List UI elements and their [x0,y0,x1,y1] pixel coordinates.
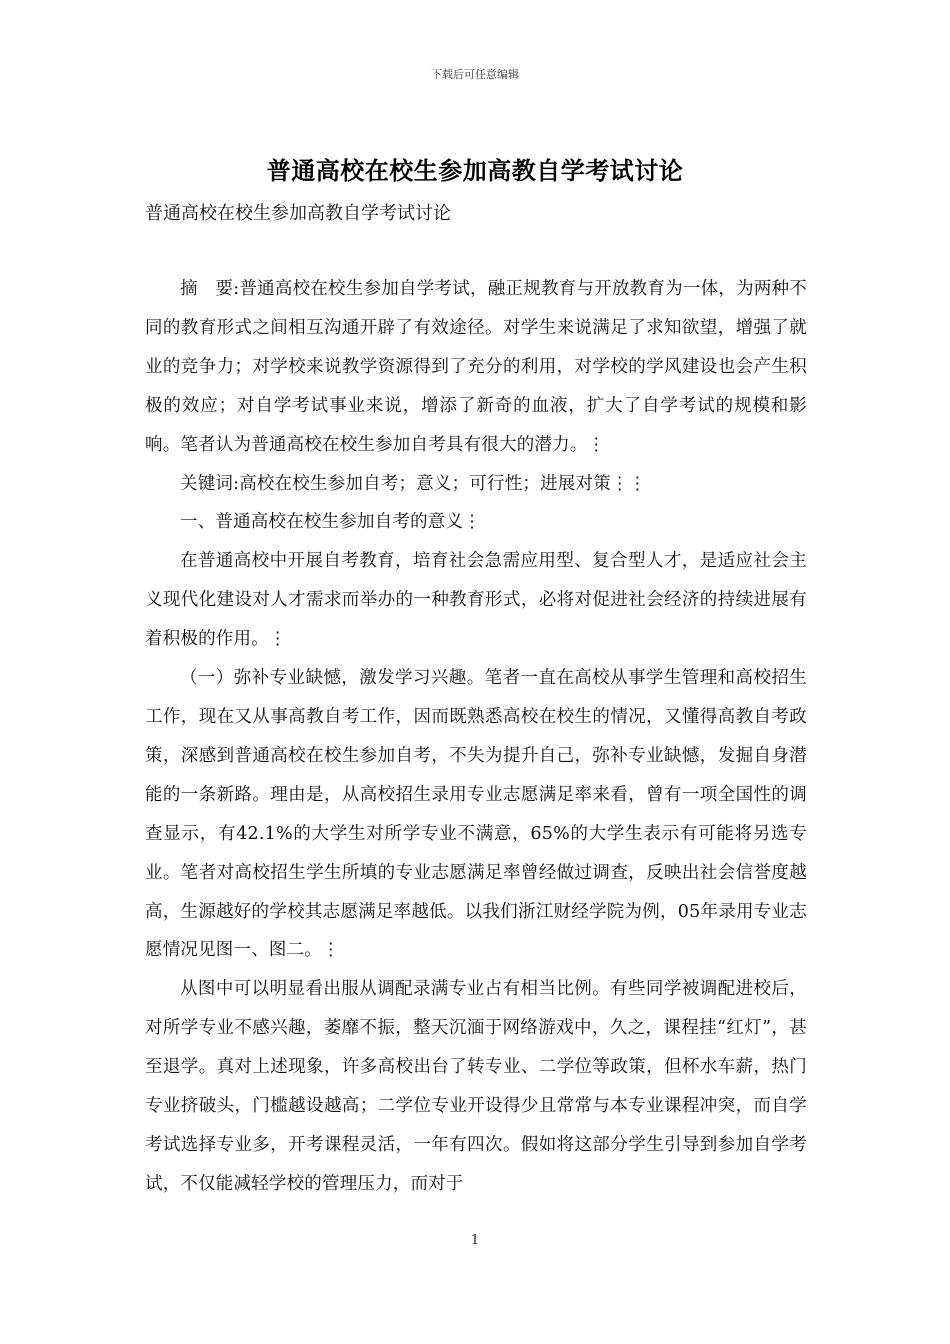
section-heading: 一、普通高校在校生参加自考的意义⋮ [180,512,481,533]
page-header-note: 下载后可任意编辑 [431,68,519,81]
body-paragraph: 在普通高校中开展自考教育，培育社会急需应用型、复合型人才，是适应社会主义现代化建设对人才需求而举办的一种教育形式，必将对促进社会经济的持续进展有着积极的作用。⋮ [145,551,807,650]
document-subtitle: 普通高校在校生参加高教自学考试讨论 [145,203,451,224]
document-title: 普通高校在校生参加高教自学考试讨论 [266,157,684,185]
document-body [145,270,807,1204]
body-paragraph: （一）弥补专业缺憾，激发学习兴趣。笔者一直在高校从事学生管理和高校招生工作，现在又从事高教自考工作，因而既熟悉高校在校生的情况，又懂得高教自考政策，深感到普通高校在校生参加自考，不失为提升自己，弥补专业缺憾，发掘自身潜能的一条新路。理由是，从高校招生录用专业志愿满足率来看，曾有一项全国性的调查显示，有42.1%的大学生对所学专业不满意，65%的大学生表示有可能将另选专业。笔者对高校招生学生所填的专业志愿满足率曾经做过调查，反映出社会信誉度越高，生源越好的学校其志愿满足率越低。以我们浙江财经学院为例，05年录用专业志愿情况见图一、图二。⋮ [145,668,807,961]
keywords-paragraph: 关键词:高校在校生参加自考；意义；可行性；进展对策⋮⋮ [180,473,647,494]
body-paragraph: 从图中可以明显看出服从调配录满专业占有相当比例。有些同学被调配进校后，对所学专业不感兴趣，萎靡不振，整天沉湎于网络游戏中，久之，课程挂“红灯”，甚至退学。真对上述现象，许多高校出台了转专业、二学位等政策，但杯水车薪，热门专业挤破头，门槛越设越高；二学位专业开设得少且常常与本专业课程冲突，而自学考试选择专业多，开考课程灵活，一年有四次。假如将这部分学生引导到参加自学考试，不仅能减轻学校的管理压力，而对于 [145,979,807,1194]
abstract-paragraph: 摘 要:普通高校在校生参加自学考试，融正规教育与开放教育为一体，为两种不同的教育形式之间相互沟通开辟了有效途径。对学生来说满足了求知欲望，增强了就业的竞争力；对学校来说教学资源得到了充分的利用，对学校的学风建设也会产生积极的效应；对自学考试事业来说，增添了新奇的血液，扩大了自学考试的规模和影响。笔者认为普通高校在校生参加自考具有很大的潜力。⋮ [145,279,807,455]
page-number: 1 [470,1233,480,1248]
